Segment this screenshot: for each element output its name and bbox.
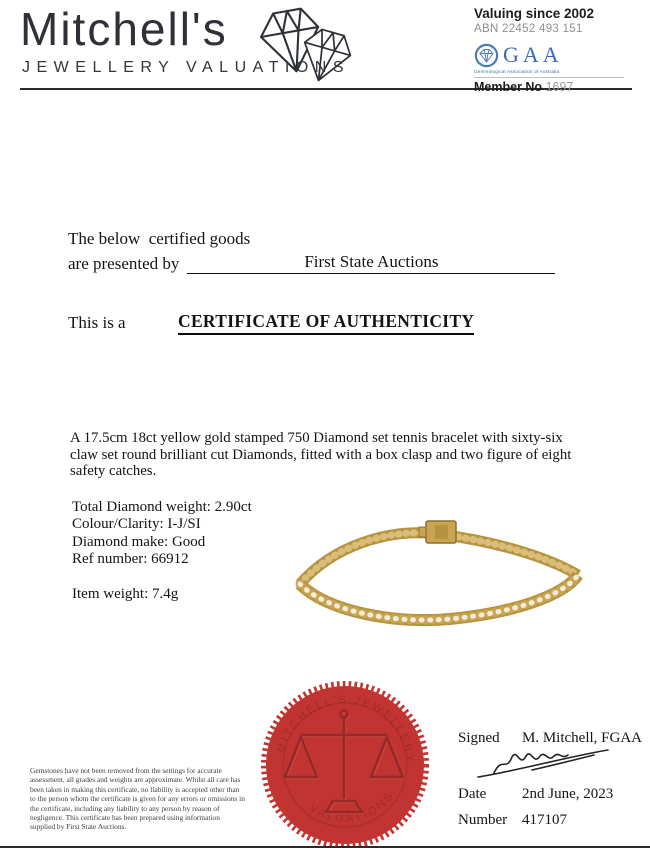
signed-name: M. Mitchell, FGAA [522, 730, 642, 746]
gaa-acronym: GAA [503, 42, 563, 67]
number-value: 417107 [522, 812, 567, 828]
member-number-row [474, 80, 632, 94]
seal-arc-text-bottom: VALUATIONS [307, 788, 398, 826]
signed-label: Signed [458, 730, 500, 746]
signed-row [458, 730, 642, 747]
bracelet-clasp [419, 521, 456, 543]
detail-ref-number: Ref number: 66912 [72, 551, 189, 568]
presentation-line2 [68, 252, 555, 274]
brand-subtitle: JEWELLERY VALUATIONS [22, 59, 350, 76]
presenter-underline [187, 252, 555, 274]
presenter-name: First State Auctions [304, 252, 439, 271]
date-value: 2nd June, 2023 [522, 786, 614, 802]
valuing-since: Valuing since 2002 [474, 6, 595, 21]
wax-seal [258, 681, 432, 848]
abn-number: ABN 22452 493 151 [474, 23, 583, 35]
member-label: Member No [474, 80, 543, 94]
detail-item-weight: Item weight: 7.4g [72, 586, 179, 602]
disclaimer-text: Gemstones have not been removed from the settings for accurate assessment, all grades and weights are approximate. Whilst all care has been taken in making this certificate, no liability is accepted other than to the person whom the certificate is given for any errors or omissions in the certificate, including any liability to any person by reason of negligence. This certificate has been prepared using information supplied by First State Auctions. [30, 766, 245, 832]
gaa-emblem-icon [474, 43, 499, 68]
detail-diamond-make: Diamond make: Good [72, 533, 206, 550]
certificate-title: CERTIFICATE OF AUTHENTICITY [178, 311, 474, 335]
presentation-line1: The below certified goods [68, 229, 251, 248]
brand-name: Mitchell's [20, 3, 228, 55]
bracelet-photo [278, 512, 610, 632]
item-description: A 17.5cm 18ct yellow gold stamped 750 Diamond set tennis bracelet with sixty-six claw set round brilliant cut Diamonds, fitted with a box clasp and two figure of eight safety catches. [70, 430, 572, 479]
number-row [458, 812, 567, 829]
member-divider [474, 77, 624, 78]
date-row [458, 786, 613, 803]
presented-by-label: are presented by [68, 254, 180, 273]
detail-colour-clarity: Colour/Clarity: I-J/SI [72, 516, 201, 533]
seal-arc-text-top: MITCHELL'S JEWELLERY [275, 693, 417, 765]
gaa-full-name: Gemmological Association of Australia [474, 69, 560, 74]
member-number: 1697 [545, 80, 574, 94]
item-details-list [72, 499, 252, 569]
handwritten-signature [476, 746, 616, 780]
detail-total-diamond-weight: Total Diamond weight: 2.90ct [72, 499, 252, 515]
credentials-block [474, 6, 632, 94]
date-label: Date [458, 786, 487, 802]
certificate-lead-in: This is a [68, 313, 126, 332]
number-label: Number [458, 812, 508, 828]
gaa-logo-row [474, 42, 632, 68]
